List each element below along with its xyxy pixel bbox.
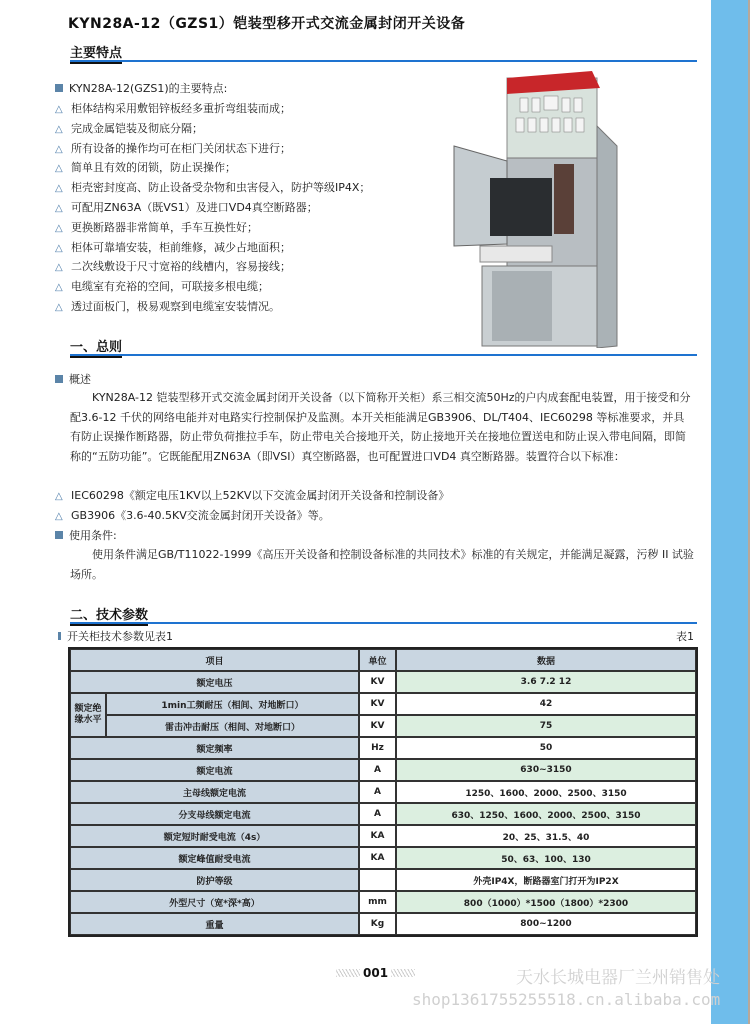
- table-row: [70, 759, 696, 781]
- watermark-shop-name: 天水长城电器厂兰州销售处: [516, 968, 720, 988]
- feature-text: 所有设备的操作均可在柜门关闭状态下进行；: [71, 141, 291, 155]
- overview-paragraph: KYN28A-12 铠装型移开式交流金属封闭开关设备（以下简称开关柜）系三相交流50Hz的户内成套配电装置，用于接受和分配3.6-12 千伏的网络电能并对电路实行控制保护及监测。本开关柜能满足GB3906、DL/T404、IEC60298 等标准要求，并具有防止误操作断路器，防止带负荷推拉手车，防止带电关合接地开关，防止接地开关在接地位置送电和防止误入带电间隔，即简称的“五防功能”。它既能配用ZN63A（即VSI）真空断路器，也可配置进口VD4 真空断路器。装置符合以下标准：: [70, 391, 691, 463]
- feature-item: [55, 280, 269, 295]
- header-unit: 单位: [359, 649, 396, 671]
- cell-item: 分支母线额定电流: [70, 803, 359, 825]
- feature-item: [55, 201, 318, 216]
- feature-text: 柜体结构采用敷铝锌板经多重折弯组装而成；: [71, 102, 291, 115]
- features-intro: [55, 82, 227, 96]
- cell-item: 外型尺寸（宽*深*高）: [70, 891, 359, 913]
- standard-text: IEC60298《额定电压1KV以上52KV以下交流金属封闭开关设备和控制设备》: [71, 489, 450, 502]
- table-row: [70, 671, 696, 693]
- feature-item: [55, 181, 370, 196]
- triangle-bullet-icon: △: [55, 123, 63, 135]
- feature-text: 更换断路器非常简单，手车互换性好；: [71, 220, 258, 234]
- triangle-bullet-icon: △: [55, 203, 63, 214]
- cell-value: 50: [396, 737, 696, 759]
- side-color-strip: [711, 0, 748, 1024]
- triangle-bullet-icon: △: [55, 183, 63, 195]
- cell-unit: mm: [359, 891, 396, 913]
- triangle-bullet-icon: △: [55, 511, 63, 522]
- table-row: [70, 737, 696, 759]
- cell-unit: KV: [359, 693, 396, 715]
- cell-item: 雷击冲击耐压（相间、对地断口）: [106, 715, 359, 737]
- cell-unit: KA: [359, 825, 396, 847]
- table-row: [70, 825, 696, 847]
- triangle-bullet-icon: △: [55, 104, 63, 115]
- cell-item: 1min工频耐压（相间、对地断口）: [106, 693, 359, 715]
- heading-text: 主要特点: [70, 46, 122, 64]
- triangle-bullet-icon: △: [55, 222, 63, 234]
- cell-value: 1250、1600、2000、2500、3150: [396, 781, 696, 803]
- table-row: [70, 847, 696, 869]
- cell-item: 额定短时耐受电流（4s）: [70, 825, 359, 847]
- triangle-bullet-icon: △: [55, 282, 63, 294]
- cell-unit: Kg: [359, 913, 396, 935]
- cell-value: 630、1250、1600、2000、2500、3150: [396, 803, 696, 825]
- intro-text: KYN28A-12(GZS1)的主要特点:: [69, 82, 228, 95]
- page-number: [333, 966, 418, 980]
- tech-params-table: [68, 647, 698, 937]
- page-title: KYN28A-12（GZS1）铠装型移开式交流金属封闭开关设备: [68, 16, 466, 32]
- triangle-bullet-icon: △: [55, 143, 63, 155]
- label-text: 使用条件:: [69, 529, 117, 542]
- table-row: [70, 891, 696, 913]
- header-item: 项目: [70, 649, 359, 671]
- cell-value: 800（1000）*1500（1800）*2300: [396, 891, 696, 913]
- feature-text: 二次线敷设于尺寸宽裕的线槽内，容易接线；: [71, 260, 291, 274]
- watermark-url: shop1361755255518.cn.alibaba.com: [412, 990, 721, 1009]
- table-row: [70, 913, 696, 935]
- header-value: 数据: [396, 649, 696, 671]
- feature-text: 电缆室有充裕的空间，可联接多根电缆；: [71, 280, 269, 294]
- feature-item: [55, 241, 291, 256]
- cell-value: 75: [396, 715, 696, 737]
- table-header-row: [70, 649, 696, 671]
- feature-text: 柜壳密封度高、防止设备受杂物和虫害侵入，防护等级IP4X；: [71, 181, 371, 195]
- caption-text: 开关柜技术参数见表1: [67, 630, 173, 643]
- cell-item: 额定峰值耐受电流: [70, 847, 359, 869]
- group-label: 额定绝缘水平: [70, 693, 106, 737]
- feature-item: [55, 142, 291, 157]
- feature-text: 柜体可靠墙安装，柜前维修，减少占地面积；: [71, 240, 291, 254]
- feature-text: 完成金属铠装及彻底分隔；: [71, 121, 203, 135]
- cell-item: 额定电压: [70, 671, 359, 693]
- square-bullet-icon: [55, 375, 63, 383]
- table-caption: [58, 630, 173, 644]
- overview-label: [55, 373, 91, 387]
- section-tech-heading: [70, 604, 697, 624]
- cell-value: 3.6 7.2 12: [396, 671, 696, 693]
- conditions-label: [55, 529, 117, 543]
- table-row: [70, 693, 696, 715]
- feature-item: [55, 260, 291, 275]
- cell-unit: A: [359, 803, 396, 825]
- cell-unit: KA: [359, 847, 396, 869]
- section-features-heading: [70, 42, 697, 62]
- switchgear-photo: [452, 66, 622, 348]
- heading-text: 二、技术参数: [70, 608, 148, 626]
- cell-value: 630~3150: [396, 759, 696, 781]
- table-row: [70, 715, 696, 737]
- cell-item: 额定电流: [70, 759, 359, 781]
- cell-value: 外壳IP4X，断路器室门打开为IP2X: [396, 869, 696, 891]
- standard-item: [55, 489, 449, 504]
- table-number: 表1: [676, 630, 694, 643]
- cell-unit: Hz: [359, 737, 396, 759]
- feature-item: [55, 221, 258, 236]
- feature-item: [55, 300, 280, 315]
- feature-text: 透过面板门，极易观察到电缆室安装情况。: [71, 300, 280, 313]
- triangle-bullet-icon: △: [55, 262, 63, 274]
- cell-unit: A: [359, 759, 396, 781]
- square-bullet-icon: [55, 531, 63, 539]
- cell-item: 主母线额定电流: [70, 781, 359, 803]
- triangle-bullet-icon: △: [55, 491, 63, 502]
- label-text: 概述: [69, 373, 91, 386]
- cell-unit: KV: [359, 671, 396, 693]
- triangle-bullet-icon: △: [55, 163, 63, 175]
- cell-item: 重量: [70, 913, 359, 935]
- table-row: [70, 803, 696, 825]
- table-row: [70, 781, 696, 803]
- cell-unit: A: [359, 781, 396, 803]
- cell-value: 42: [396, 693, 696, 715]
- bar-bullet-icon: [58, 632, 61, 640]
- conditions-paragraph: 使用条件满足GB/T11022-1999《高压开关设备和控制设备标准的共同技术》标准的有关规定，并能满足凝露，污秽 II 试验场所。: [70, 548, 694, 581]
- feature-item: [55, 161, 236, 176]
- heading-text: 一、总则: [70, 340, 122, 358]
- hatch-decoration: [336, 969, 360, 977]
- feature-item: [55, 102, 291, 117]
- cell-value: 20、25、31.5、40: [396, 825, 696, 847]
- feature-text: 简单且有效的闭锁，防止误操作；: [71, 161, 236, 175]
- triangle-bullet-icon: △: [55, 242, 63, 254]
- section-general-heading: [70, 336, 697, 356]
- cell-unit: [359, 869, 396, 891]
- hatch-decoration: [391, 969, 415, 977]
- square-bullet-icon: [55, 84, 63, 92]
- table-row: [70, 869, 696, 891]
- feature-text: 可配用ZN63A（既VS1）及进口VD4真空断路器；: [71, 201, 318, 214]
- feature-item: [55, 122, 203, 137]
- standard-text: GB3906《3.6-40.5KV交流金属封闭开关设备》等。: [71, 509, 330, 522]
- triangle-bullet-icon: △: [55, 302, 63, 313]
- cell-value: 800~1200: [396, 913, 696, 935]
- page-number-text: 001: [363, 966, 389, 980]
- cell-value: 50、63、100、130: [396, 847, 696, 869]
- cell-unit: KV: [359, 715, 396, 737]
- cell-item: 防护等级: [70, 869, 359, 891]
- standard-item: [55, 509, 330, 524]
- cell-item: 额定频率: [70, 737, 359, 759]
